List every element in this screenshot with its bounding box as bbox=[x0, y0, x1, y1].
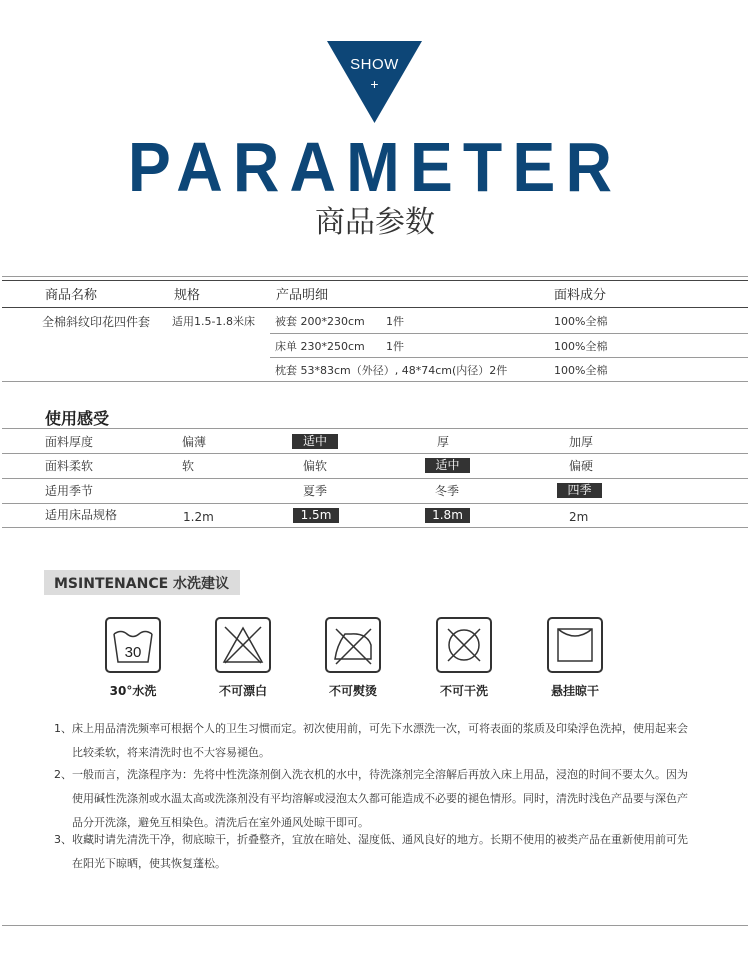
feel-option-selected: 1.8m bbox=[425, 508, 470, 523]
care-note-text: 床上用品清洗频率可根据个人的卫生习惯而定。初次使用前，可先下水漂洗一次，可将表面的浆质及印染浮色洗掉，使用起来会比较柔软，将来清洗时也不大容易褪色。 bbox=[72, 722, 688, 759]
col-header-material: 面料成分 bbox=[554, 288, 607, 303]
detail-material: 100%全棉 bbox=[554, 315, 608, 328]
detail-qty: 1件 bbox=[386, 340, 404, 353]
detail-material: 100%全棉 bbox=[554, 364, 608, 377]
no-bleach-icon bbox=[215, 617, 271, 673]
feel-label: 适用季节 bbox=[45, 484, 94, 498]
page-title: PARAMETER bbox=[127, 128, 623, 206]
feel-rule bbox=[2, 527, 748, 528]
product-name: 全棉斜纹印花四件套 bbox=[42, 315, 151, 329]
feel-option-selected: 适中 bbox=[292, 434, 338, 449]
feel-option: 厚 bbox=[437, 435, 450, 449]
detail-qty: 1件 bbox=[386, 315, 404, 328]
feel-option: 加厚 bbox=[569, 435, 594, 449]
care-note bbox=[54, 763, 694, 835]
care-note-text: 收藏时请先清洗干净，彻底晾干，折叠整齐，宜放在暗处、湿度低、通风良好的地方。长期不使用的被类产品在重新使用前可先在阳光下晾晒，使其恢复蓬松。 bbox=[72, 833, 688, 870]
table-rule bbox=[2, 381, 748, 382]
detail-row: 被套 200*230cm bbox=[275, 315, 365, 328]
feel-option-selected: 四季 bbox=[557, 483, 602, 498]
hang-dry-icon bbox=[547, 617, 603, 673]
no-dry-clean-label: 不可干洗 bbox=[439, 684, 488, 698]
detail-material: 100%全棉 bbox=[554, 340, 608, 353]
feel-option-selected: 适中 bbox=[425, 458, 470, 473]
care-note bbox=[54, 717, 694, 765]
table-rule bbox=[270, 357, 748, 358]
care-note-number: 3、 bbox=[54, 833, 72, 846]
show-label: SHOW bbox=[350, 56, 399, 73]
feel-option: 2m bbox=[569, 510, 589, 524]
detail-row: 枕套 53*83cm（外径）, 48*74cm(内径）2件 bbox=[275, 364, 508, 377]
feel-rule bbox=[2, 453, 748, 454]
feel-section-title: 使用感受 bbox=[45, 409, 110, 428]
footer-rule bbox=[2, 925, 748, 926]
no-iron-label: 不可熨烫 bbox=[328, 684, 377, 698]
care-note-number: 2、 bbox=[54, 768, 72, 781]
feel-label: 面料柔软 bbox=[45, 459, 94, 473]
feel-option: 软 bbox=[182, 459, 195, 473]
feel-rule bbox=[2, 478, 748, 479]
care-note-text: 一般而言，洗涤程序为：先将中性洗涤剂倒入洗衣机的水中，待洗涤剂完全溶解后再放入床上用品，浸泡的时间不要太久。因为使用碱性洗涤剂或水温太高或洗涤剂没有平均溶解或浸泡太久都可能造成不必要的褪色情形。同时，清洗时浅色产品要与深色产品分开洗涤，避免互相染色。清洗后在室外通风处晾干即可。 bbox=[72, 768, 688, 829]
feel-rule bbox=[2, 428, 748, 429]
no-dry-clean-icon bbox=[436, 617, 492, 673]
table-rule bbox=[2, 280, 748, 281]
wash-30-icon bbox=[105, 617, 161, 673]
table-rule bbox=[2, 276, 748, 277]
feel-option-selected: 1.5m bbox=[293, 508, 339, 523]
feel-option: 冬季 bbox=[435, 484, 460, 498]
col-header-spec: 规格 bbox=[174, 288, 201, 303]
col-header-detail: 产品明细 bbox=[276, 288, 329, 303]
table-rule bbox=[270, 333, 748, 334]
product-spec: 适用1.5-1.8米床 bbox=[172, 315, 255, 328]
page-subtitle: 商品参数 bbox=[315, 205, 435, 240]
feel-label: 面料厚度 bbox=[45, 435, 94, 449]
plus-label: + bbox=[370, 76, 379, 92]
col-header-name: 商品名称 bbox=[45, 288, 98, 303]
feel-option: 夏季 bbox=[303, 484, 328, 498]
feel-label: 适用床品规格 bbox=[45, 508, 118, 522]
no-bleach-label: 不可漂白 bbox=[218, 684, 267, 698]
feel-option: 偏硬 bbox=[569, 459, 594, 473]
feel-option: 偏薄 bbox=[182, 435, 207, 449]
feel-option: 1.2m bbox=[183, 510, 214, 524]
feel-rule bbox=[2, 503, 748, 504]
wash-30-label: 30°水洗 bbox=[109, 684, 157, 698]
feel-option: 偏软 bbox=[303, 459, 328, 473]
hang-dry-label: 悬挂晾干 bbox=[550, 684, 599, 698]
care-note bbox=[54, 828, 694, 876]
maintenance-title: MSINTENANCE 水洗建议 bbox=[54, 576, 230, 592]
no-iron-icon bbox=[325, 617, 381, 673]
wash-temp-text: 30 bbox=[124, 644, 142, 661]
care-note-number: 1、 bbox=[54, 722, 72, 735]
table-rule bbox=[2, 307, 748, 308]
detail-row: 床单 230*250cm bbox=[275, 340, 365, 353]
